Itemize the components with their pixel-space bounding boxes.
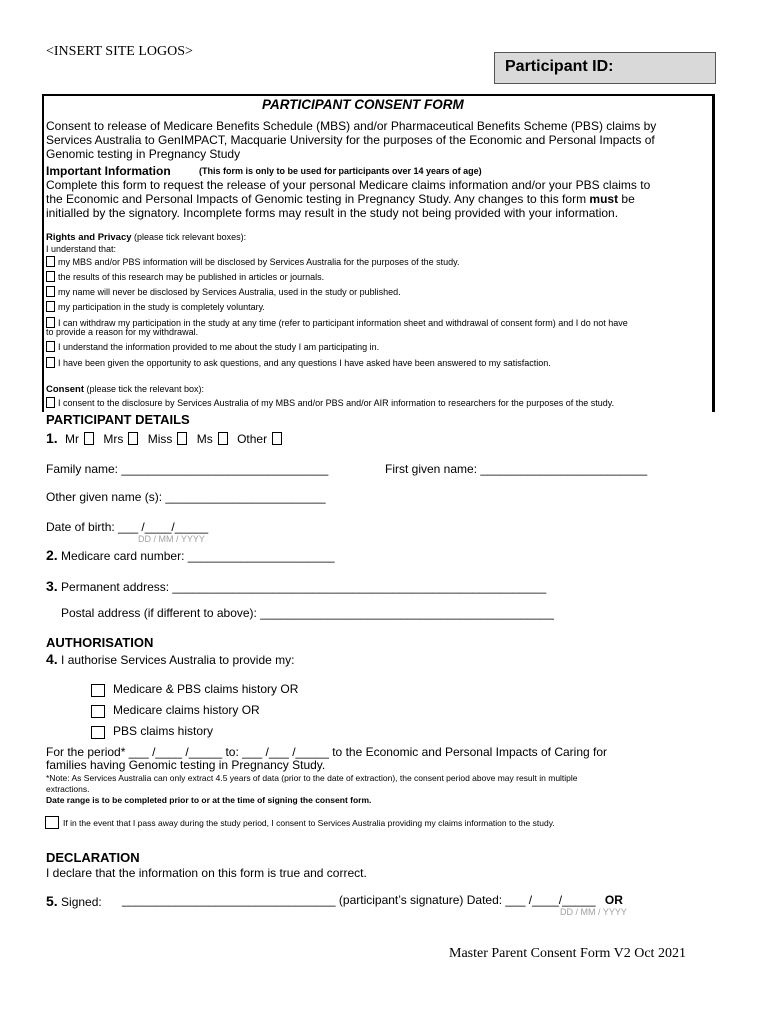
checkbox-icon[interactable] [84,432,94,445]
checkbox-icon[interactable] [272,432,282,445]
medicare-text[interactable]: Medicare card number: ______________________ [57,549,335,563]
footer-version: Master Parent Consent Form V2 Oct 2021 [449,946,686,961]
rights-heading: Rights and Privacy [46,232,132,243]
info-line-2 [46,192,635,206]
q5-number: 5. [46,893,58,909]
first-name-field[interactable]: First given name: _________________________ [385,462,648,476]
checkbox-icon[interactable] [46,301,55,312]
note-line-1: *Note: As Services Australia can only extract 4.5 years of data (prior to the date of extraction), the consent period above may result in multiple [46,773,578,783]
signed-label [46,893,102,909]
checkbox-icon[interactable] [46,271,55,282]
understand-text: I understand that: [46,244,117,254]
rights-item-6[interactable]: I understand the information provided to me about the study I am participating in. [44,341,379,352]
title-miss: Miss [147,432,173,446]
family-name-field[interactable]: Family name: _______________________________ [46,462,329,476]
q4-text: I authorise Services Australia to provide my: [57,653,295,667]
checkbox-icon[interactable] [46,256,55,267]
important-heading: Important Information [46,164,171,178]
form-title: PARTICIPANT CONSENT FORM [262,97,464,112]
q4-line [46,651,294,667]
rights-item-2[interactable]: the results of this research may be published in articles or journals. [44,271,324,282]
option-pbs: PBS claims history [113,724,214,738]
info-be: be [618,192,635,206]
date-range-note: Date range is to be completed prior to or at the time of signing the consent form. [46,795,372,805]
info-line-3: initialled by the signatory. Incomplete forms may result in the study not being provided with your information. [46,206,619,220]
address-text[interactable]: Permanent address: ________________________________________________________ [57,580,547,594]
signed-text: Signed: [57,895,102,909]
frame-right-border [712,94,715,412]
option-medicare: Medicare claims history OR [113,703,260,717]
title-options [46,430,282,446]
dob-field[interactable]: Date of birth: ___ /____/_____ [46,520,209,534]
site-logos-placeholder: <INSERT SITE LOGOS> [46,44,193,59]
checkbox-icon[interactable] [46,397,55,408]
checkbox-icon[interactable] [91,705,105,718]
rights-item-3[interactable]: my name will never be disclosed by Services Australia, used in the study or published. [44,286,401,297]
participant-id-box[interactable] [494,52,716,84]
period-line-2: families having Genomic testing in Pregnancy Study. [46,758,326,772]
option-medicare-pbs: Medicare & PBS claims history OR [113,682,299,696]
title-mrs: Mrs [103,432,124,446]
consent-heading-line [46,384,204,395]
title-ms: Ms [196,432,213,446]
other-names-field[interactable]: Other given name (s): ________________________ [46,490,326,504]
declaration-heading: DECLARATION [46,850,140,865]
rights-item-5[interactable]: I can withdraw my participation in the study at any time (refer to participant information sheet and withdrawal of consent form) and I do not have [44,317,628,328]
participant-id-label: Participant ID: [505,58,614,75]
rights-item-1[interactable]: my MBS and/or PBS information will be disclosed by Services Australia for the purposes of the study. [44,256,460,267]
pass-away-consent: If in the event that I pass away during the study period, I consent to Services Australia providing my claims information to the study. [63,818,555,828]
info-line-2-text: the Economic and Personal Impacts of Genomic testing in Pregnancy Study. Any changes to this form [46,192,587,206]
checkbox-icon[interactable] [46,357,55,368]
signature-line[interactable]: ________________________________ (participant’s signature) Dated: ___ /____/_____ [122,893,596,907]
authorisation-heading: AUTHORISATION [46,635,154,650]
title-mr: Mr [65,432,80,446]
important-note: (This form is only to be used for participants over 14 years of age) [199,166,482,176]
postal-address-field[interactable]: Postal address (if different to above): ____________________________________________ [61,606,554,620]
rights-item-5-cont: to provide a reason for my withdrawal. [46,327,199,337]
checkbox-icon[interactable] [91,726,105,739]
consent-note: (please tick the relevant box): [84,384,205,394]
medicare-field [46,547,335,563]
address-field [46,578,546,594]
q1-number: 1. [46,430,58,446]
participant-details-heading: PARTICIPANT DETAILS [46,412,190,427]
title-other: Other [237,432,268,446]
checkbox-icon[interactable] [218,432,228,445]
declaration-text: I declare that the information on this form is true and correct. [46,866,367,880]
rights-item-4[interactable]: my participation in the study is completely voluntary. [44,301,265,312]
rights-item-7[interactable]: I have been given the opportunity to ask questions, and any questions I have asked have been answered to my satisfaction. [44,357,551,368]
rights-heading-line [46,232,246,243]
intro-line-3: Genomic testing in Pregnancy Study [46,147,241,161]
intro-line-2: Services Australia to GenIMPACT, Macquarie University for the purposes of the Economic and Personal Impacts of [46,133,655,147]
intro-line-1: Consent to release of Medicare Benefits Schedule (MBS) and/or Pharmaceutical Benefits Scheme (PBS) claims by [46,119,657,133]
q4-number: 4. [46,651,58,667]
or-text: OR [604,893,623,907]
checkbox-icon[interactable] [177,432,187,445]
q3-number: 3. [46,578,58,594]
rights-note: (please tick relevant boxes): [131,232,247,242]
signature-field [122,893,623,907]
q2-number: 2. [46,547,58,563]
checkbox-icon[interactable] [46,341,55,352]
checkbox-icon[interactable] [45,816,59,829]
consent-heading: Consent [46,384,84,395]
note-line-2: extractions. [46,784,90,794]
signed-date-hint: DD / MM / YYYY [560,907,627,917]
checkbox-icon[interactable] [128,432,138,445]
info-line-1: Complete this form to request the release of your personal Medicare claims information and/or your PBS claims to [46,178,651,192]
checkbox-icon[interactable] [91,684,105,697]
checkbox-icon[interactable] [46,286,55,297]
info-must: must [589,192,619,206]
dob-hint: DD / MM / YYYY [138,534,205,544]
consent-item[interactable]: I consent to the disclosure by Services Australia of my MBS and/or PBS and/or AIR information to researchers for the purposes of the study. [44,397,614,408]
period-line-1[interactable]: For the period* ___ /____ /_____ to: ___ /___ /_____ to the Economic and Personal Impacts of Caring for [46,745,608,759]
